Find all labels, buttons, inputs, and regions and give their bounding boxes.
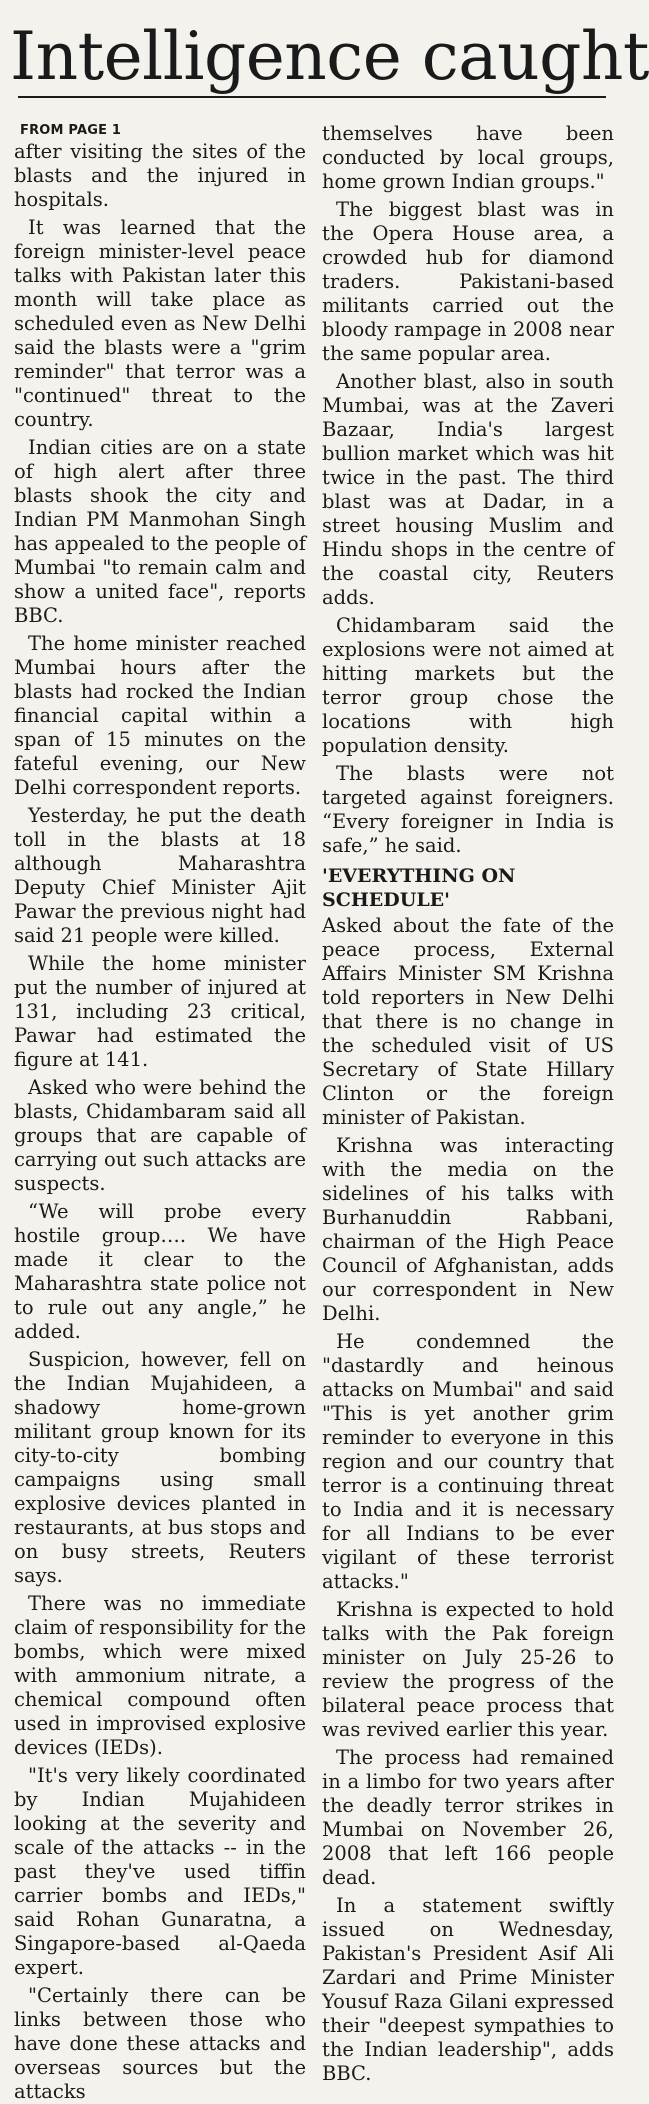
paragraph: He condemned the "dastardly and heinous attacks on Mumbai" and said "This is yet another grim reminder to everyone in this region and our country that terror is a continuing threat to India and it is necessary for all Indians to be ever vigilant of these terrorist attacks." — [322, 1330, 614, 1593]
paragraph: Chidambaram said the explosions were not aimed at hitting markets but the terror group chose the locations with high population density. — [322, 614, 614, 757]
paragraph: Suspicion, however, fell on the Indian Mujahideen, a shadowy home-grown militant group known for its city-to-city bombing campaigns using small explosive devices planted in restaurants, at bus stops and on busy streets, Reuters says. — [14, 1348, 306, 1587]
kicker-from-page-1: FROM PAGE 1 — [20, 123, 122, 138]
paragraph: after visiting the sites of the blasts and the injured in hospitals. — [14, 140, 306, 211]
paragraph: Krishna is expected to hold talks with the Pak foreign minister on July 25-26 to review the progress of the bilateral peace process that was revived earlier this year. — [322, 1598, 614, 1741]
paragraph: Another blast, also in south Mumbai, was at the Zaveri Bazaar, India's largest bullion market which was hit twice in the past. The third blast was at Dadar, in a street housing Muslim and Hindu shops in the centre of the coastal city, Reuters adds. — [322, 370, 614, 609]
paragraph: The home minister reached Mumbai hours after the blasts had rocked the Indian financial capital within a span of 15 minutes on the fateful evening, our New Delhi correspondent reports. — [14, 632, 306, 799]
paragraph: It was learned that the foreign minister-level peace talks with Pakistan later this month will take place as scheduled even as New Delhi said the blasts were a "grim reminder" that terror was a "continued" threat to the country. — [14, 216, 306, 431]
paragraph: There was no immediate claim of responsibility for the bombs, which were mixed with ammonium nitrate, a chemical compound often used in improvised explosive devices (IEDs). — [14, 1592, 306, 1759]
paragraph: Yesterday, he put the death toll in the blasts at 18 although Maharashtra Deputy Chief Minister Ajit Pawar the previous night had said 21 people were killed. — [14, 804, 306, 947]
article-body — [14, 122, 614, 2103]
paragraph: “We will probe every hostile group…. We have made it clear to the Maharashtra state police not to rule out any angle,” he added. — [14, 1200, 306, 1343]
paragraph: Asked who were behind the blasts, Chidambaram said all groups that are capable of carrying out such attacks are suspects. — [14, 1076, 306, 1195]
paragraph: While the home minister put the number of injured at 131, including 23 critical, Pawar had estimated the figure at 141. — [14, 952, 306, 1071]
paragraph: themselves have been conducted by local groups, home grown Indian groups." — [322, 122, 614, 193]
paragraph: The biggest blast was in the Opera House area, a crowded hub for diamond traders. Pakistani-based militants carried out the bloody rampage in 2008 near the same popular area. — [322, 198, 614, 365]
paragraph: Indian cities are on a state of high alert after three blasts shook the city and Indian PM Manmohan Singh has appealed to the people of Mumbai "to remain calm and show a united face", reports BBC. — [14, 436, 306, 627]
paragraph: In a statement swiftly issued on Wednesday, Pakistan's President Asif Ali Zardari and Prime Minister Yousuf Raza Gilani expressed their "deepest sympathies to the Indian leadership", adds BBC. — [322, 1894, 614, 2085]
paragraph: "It's very likely coordinated by Indian Mujahideen looking at the severity and scale of the attacks -- in the past they've used tiffin carrier bombs and IEDs," said Rohan Gunaratna, a Singapore-based al-Qaeda expert. — [14, 1764, 306, 1979]
column-left — [14, 122, 306, 2103]
paragraph: "Certainly there can be links between those who have done these attacks and overseas sources but the attacks — [14, 1984, 306, 2103]
paragraph: The process had remained in a limbo for two years after the deadly terror strikes in Mumbai on November 26, 2008 that left 166 people dead. — [322, 1746, 614, 1889]
paragraph: The blasts were not targeted against foreigners. “Every foreigner in India is safe,” he said. — [322, 762, 614, 857]
paragraph: Krishna was interacting with the media on the sidelines of his talks with Burhanuddin Rabbani, chairman of the High Peace Council of Afghanistan, adds our correspondent in New Delhi. — [322, 1134, 614, 1325]
headline: Intelligence caught — [10, 18, 649, 95]
paragraph: Asked about the fate of the peace process, External Affairs Minister SM Krishna told reporters in New Delhi that there is no change in the scheduled visit of US Secretary of State Hillary Clinton or the foreign minister of Pakistan. — [322, 914, 614, 1129]
subhead-everything-on-schedule: 'EVERYTHING ON SCHEDULE' — [322, 865, 516, 911]
column-right — [322, 122, 614, 2085]
headline-rule — [18, 96, 606, 98]
